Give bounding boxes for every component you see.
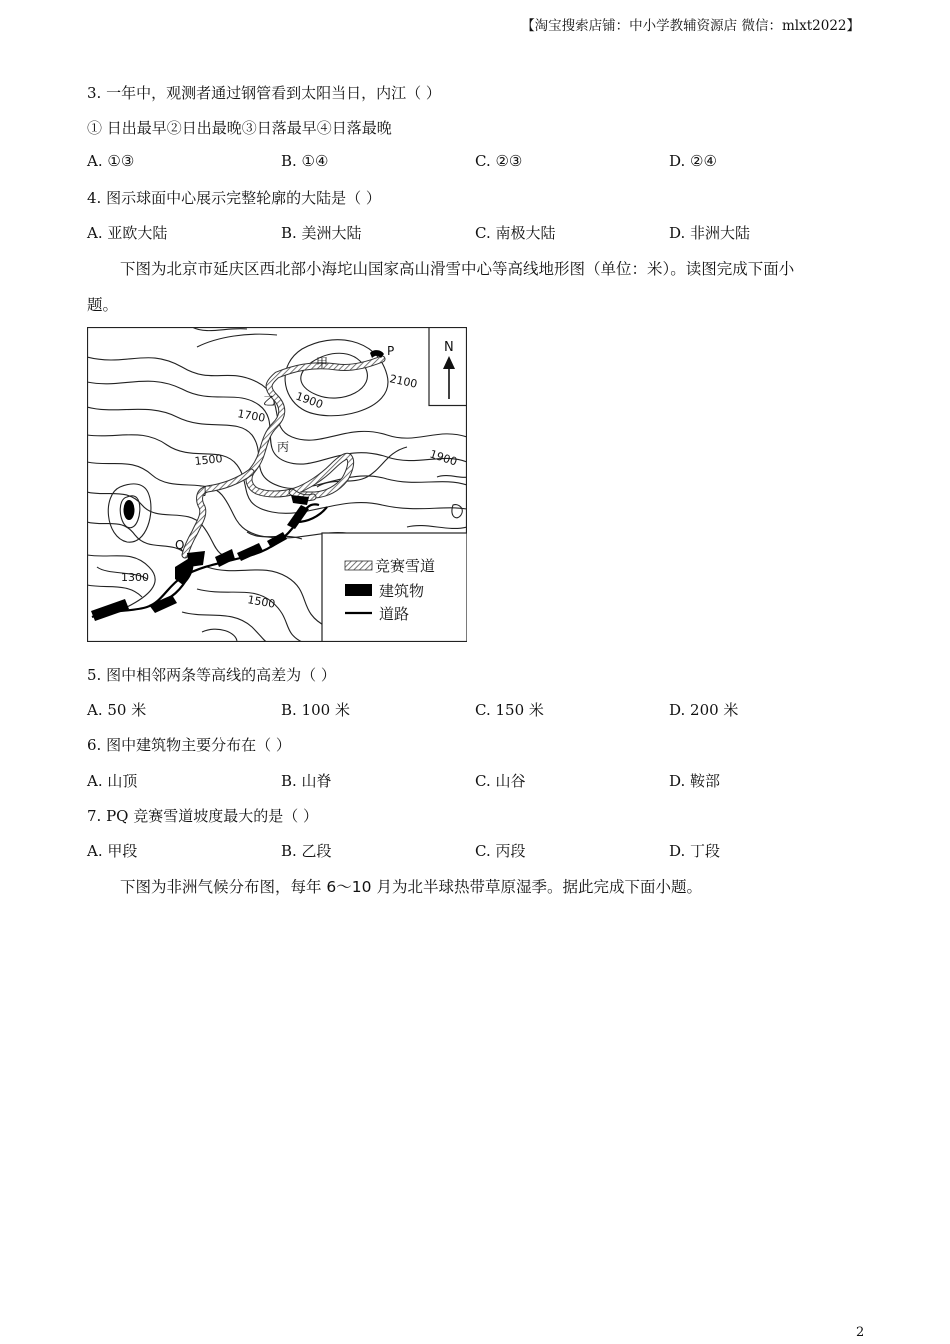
q5-option-c: C. 150 米 [475, 701, 544, 719]
page-number: 2 [856, 1325, 865, 1340]
legend-building-label: 建筑物 [379, 582, 425, 600]
contour-label-1900a: 1900 [293, 389, 325, 412]
contour-label-1500a: 1500 [193, 452, 224, 468]
q3-option-a: A. ①③ [87, 152, 135, 170]
q7-option-d: D. 丁段 [669, 842, 721, 860]
page-header: 【淘宝搜索店铺：中小学教辅资源店 微信：mlxt2022】 [521, 18, 860, 34]
point-q-label: Q [175, 538, 185, 552]
contour-label-1900b: 1900 [428, 447, 459, 469]
africa-intro: 下图为非洲气候分布图，每年 6～10 月为北半球热带草原湿季。据此完成下面小题。 [120, 878, 702, 896]
legend-building-swatch [345, 584, 372, 596]
q4-option-a: A. 亚欧大陆 [87, 224, 168, 242]
map-intro-line1: 下图为北京市延庆区西北部小海坨山国家高山滑雪中心等高线地形图（单位：米）。读图完成下面小 [120, 260, 795, 278]
contour-label-2100: 2100 [388, 372, 419, 391]
q7-option-b: B. 乙段 [281, 842, 332, 860]
q4-option-d: D. 非洲大陆 [669, 224, 751, 242]
point-p-label: P [387, 344, 395, 358]
north-label: N [444, 340, 454, 355]
q6-option-c: C. 山谷 [475, 772, 526, 790]
q3-statements: ① 日出最早②日出最晚③日落最早④日落最晚 [87, 119, 392, 137]
legend-piste-label: 竞赛雪道 [375, 557, 436, 575]
legend-piste-swatch [345, 561, 372, 570]
segment-jia-label: 甲 [316, 356, 329, 370]
north-arrow [429, 328, 467, 406]
q5-option-b: B. 100 米 [281, 701, 350, 719]
q5-option-a: A. 50 米 [87, 701, 147, 719]
q6-stem: 6. 图中建筑物主要分布在（ ） [87, 736, 291, 754]
segment-bing-label: 丙 [277, 440, 290, 454]
contour-label-1300: 1300 [121, 571, 149, 584]
map-intro-line2: 题。 [87, 296, 119, 314]
legend-road-label: 道路 [379, 605, 410, 623]
contour-label-1700: 1700 [236, 407, 267, 425]
q7-option-c: C. 丙段 [475, 842, 526, 860]
map-legend [322, 533, 467, 642]
q6-option-d: D. 鞍部 [669, 772, 721, 790]
contour-map [87, 327, 467, 642]
q4-option-b: B. 美洲大陆 [281, 224, 362, 242]
q6-option-b: B. 山脊 [281, 772, 332, 790]
q5-stem: 5. 图中相邻两条等高线的高差为（ ） [87, 666, 336, 684]
q6-option-a: A. 山顶 [87, 772, 138, 790]
q3-option-c: C. ②③ [475, 152, 523, 170]
q4-option-c: C. 南极大陆 [475, 224, 556, 242]
q4-stem: 4. 图示球面中心展示完整轮廓的大陆是（ ） [87, 189, 381, 207]
q3-option-b: B. ①④ [281, 152, 329, 170]
q7-stem: 7. PQ 竞赛雪道坡度最大的是（ ） [87, 807, 319, 825]
contour-label-1500b: 1500 [246, 593, 277, 611]
q3-option-d: D. ②④ [669, 152, 717, 170]
q5-option-d: D. 200 米 [669, 701, 739, 719]
segment-ding-label: 丁 [199, 484, 212, 498]
q3-stem: 3. 一年中，观测者通过钢管看到太阳当日，内江（ ） [87, 84, 441, 102]
segment-yi-label: 乙 [263, 394, 276, 408]
q7-option-a: A. 甲段 [87, 842, 138, 860]
